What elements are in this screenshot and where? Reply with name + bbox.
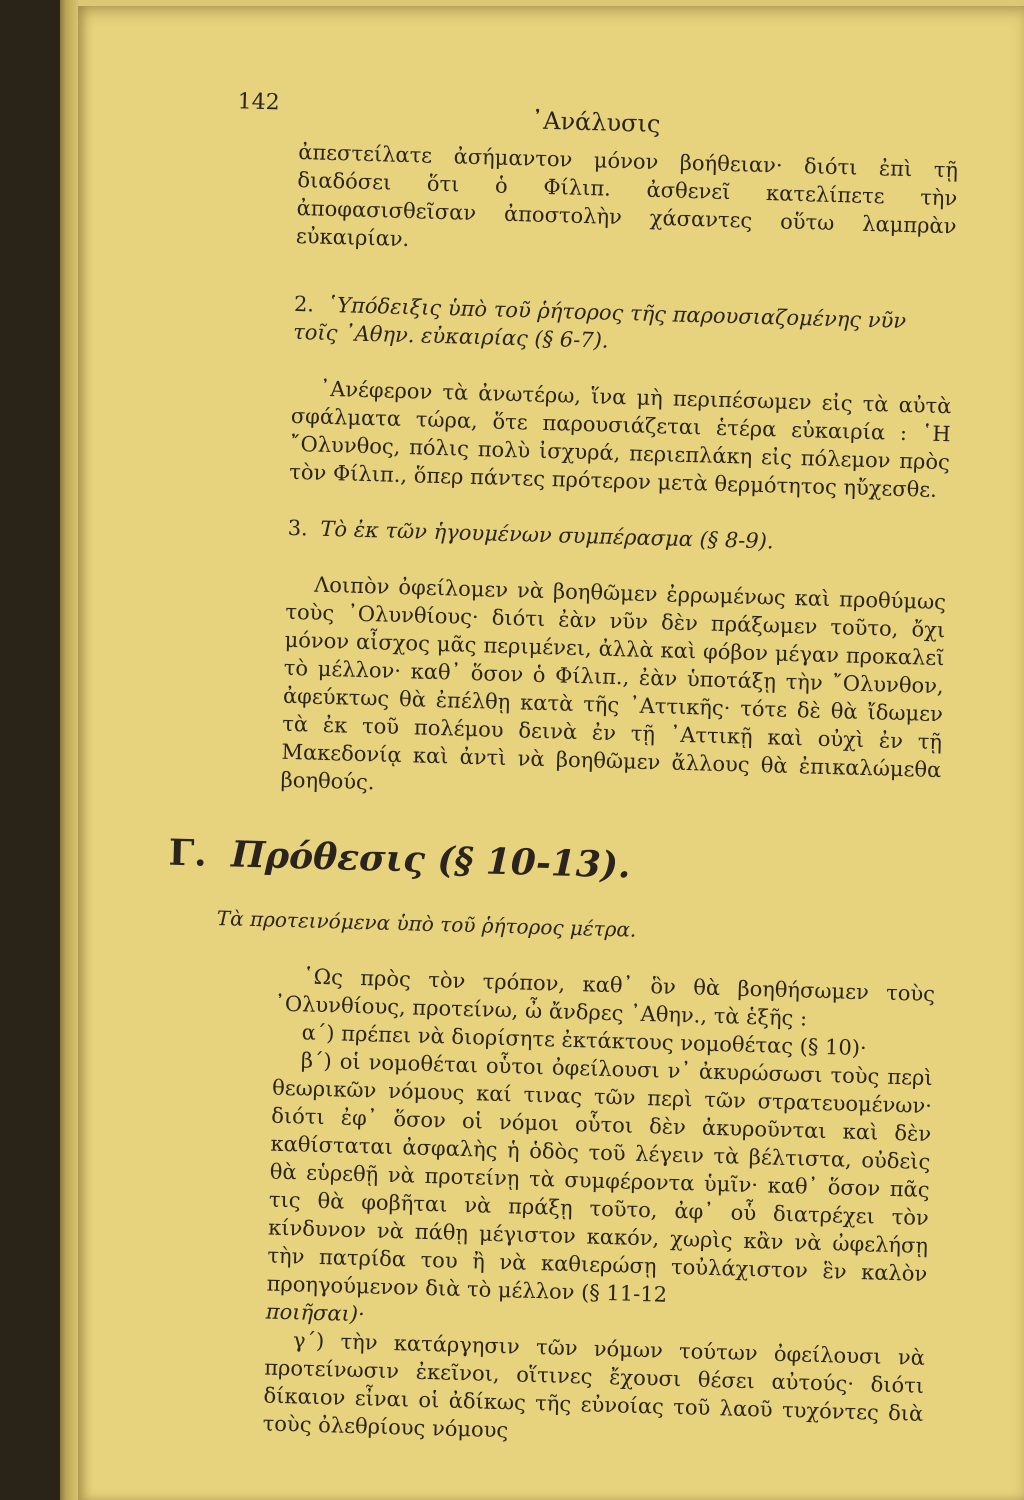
- section-3-number: 3.: [287, 515, 309, 541]
- list-item-b-end: ποιῆσαι)·: [265, 1299, 366, 1327]
- opening-paragraph: ἀπεστείλατε ἀσήμαντον μόνον βοήθειαν· διότι ἐπὶ τῇ διαδόσει ὅτι ὁ Φίλιπ. ἀσθενεῖ κατελίπετε τὴν ἀποφασισθεῖσαν ἀποστολὴν χάσαντες οὕτω λαμπρὰν εὐκαιρίαν.: [295, 139, 959, 252]
- section-2-paragraph: ᾿Ανέφερον τὰ ἀνωτέρω, ἵνα μὴ περιπέσωμεν εἰς τὰ αὐτὰ σφάλματα τώρα, ὅτε παρουσιάζεται ἑτέρα εὐκαιρία : ῾Η ῎Ολυνθος, πόλις πολὺ ἰσχυρά, περιεπλάκη εἰς πόλεμον πρὸς τὸν Φίλιπ., ὅπερ πάντες πρότερον μετὰ θερμότητος ηὔχεσθε.: [288, 376, 952, 502]
- section-g-intro: ῾Ως πρὸς τὸν τρόπον, καθ᾿ ὃν θὰ βοηθήσωμεν τοὺς ᾿Ολυνθίους, προτείνω, ὦ ἄνδρες ᾿Αθην., τὰ ἑξῆς :: [274, 964, 936, 1031]
- page-content: [168, 89, 959, 1456]
- section-3-heading-text: Τὸ ἐκ τῶν ἡγουμένων συμπέρασμα (§ 8-9).: [320, 516, 774, 554]
- section-g-letter: Γ.: [168, 831, 208, 875]
- running-head: ᾿Ανάλυσις: [530, 106, 661, 139]
- section-2-number: 2.: [293, 291, 315, 317]
- list-item-b: β΄) οἱ νομοθέται οὗτοι ὀφείλουσι ν᾿ ἀκυρώσωσι τοὺς περὶ θεωρικῶν νόμους καί τινας τῶν περὶ τῶν στρατευομένων· διότι ἐφ᾿ ὅσον οἱ νόμοι οὗτοι δὲν ἀκυροῦνται καὶ δὲν καθίσταται ἀσφαλὴς ἡ ὁδὸς τοῦ λέγειν τὰ βέλτιστα, οὐδεὶς θὰ εὑρεθῇ νὰ προτείνῃ τὰ συμφέροντα ὑμῖν· καθ᾿ ὅσον πᾶς τις θὰ φοβῆται νὰ πράξῃ τοῦτο, ἀφ᾿ οὗ διατρέχει τὸν κίνδυνον νὰ πάθῃ μέγιστον κακόν, χωρὶς κἂν νὰ ὠφελήσῃ τὴν πατρίδα του ἢ νὰ καθιερώσῃ τοὐλάχιστον ἓν καλὸν προηγούμενον διὰ τὸ μέλλον (§ 11-12: [266, 1048, 933, 1307]
- section-g-subtitle: Τὰ προτεινόμενα ὑπὸ τοῦ ῥήτορος μέτρα.: [216, 906, 637, 942]
- section-3-paragraph: Λοιπὸν ὀφείλομεν νὰ βοηθῶμεν ἐρρωμένως καὶ προθύμως τοὺς ᾿Ολυνθίους· διότι ἐὰν νῦν δὲν πράξωμεν τοῦτο, ὄχι μόνον αἶσχος μᾶς περιμένει, ἀλλὰ καὶ φόβον μέγαν προκαλεῖ τὸ μέλλον· καθ᾿ ὅσον ὁ Φίλιπ., ἐὰν ὑποτάξῃ τὴν ῎Ολυνθον, ἀφεύκτως θὰ ἐπέλθῃ κατὰ τῆς ᾿Αττικῆς· τότε δὲ θὰ ἴδωμεν τὰ ἐκ τοῦ πολέμου δεινὰ ἐν τῇ ᾿Αττικῇ καὶ οὐχὶ ἐν τῇ Μακεδονίᾳ καὶ ἀντὶ νὰ βοηθῶμεν ἄλλους θὰ ἐπικαλώμεθα βοηθούς.: [280, 572, 947, 795]
- list-item-c: γ΄) τὴν κατάργησιν τῶν νόμων τούτων ὀφείλουσι νὰ προτείνωσιν ἐκεῖνοι, οἵτινες ἔχουσι θέσει αὐτούς· διότι δίκαιον εἶναι οἱ ἀδίκως τῆς εὐνοίας τοῦ λαοῦ τυχόντες διὰ τοὺς ὀλεθρίους νόμους: [262, 1328, 926, 1443]
- list-item-a: α΄) πρέπει νὰ διορίσητε ἐκτάκτους νομοθέτας (§ 10)·: [301, 1020, 867, 1061]
- section-g-title-text: Πρόθεσις (§ 10-13).: [230, 833, 632, 887]
- section-2-heading-text: ῾Υπόδειξις ὑπὸ τοῦ ῥήτορος τῆς παρουσιαζομένης νῦν τοῖς ᾿Αθην. εὐκαιρίας (§ 6-7).: [292, 292, 907, 353]
- page-number: 142: [237, 89, 280, 116]
